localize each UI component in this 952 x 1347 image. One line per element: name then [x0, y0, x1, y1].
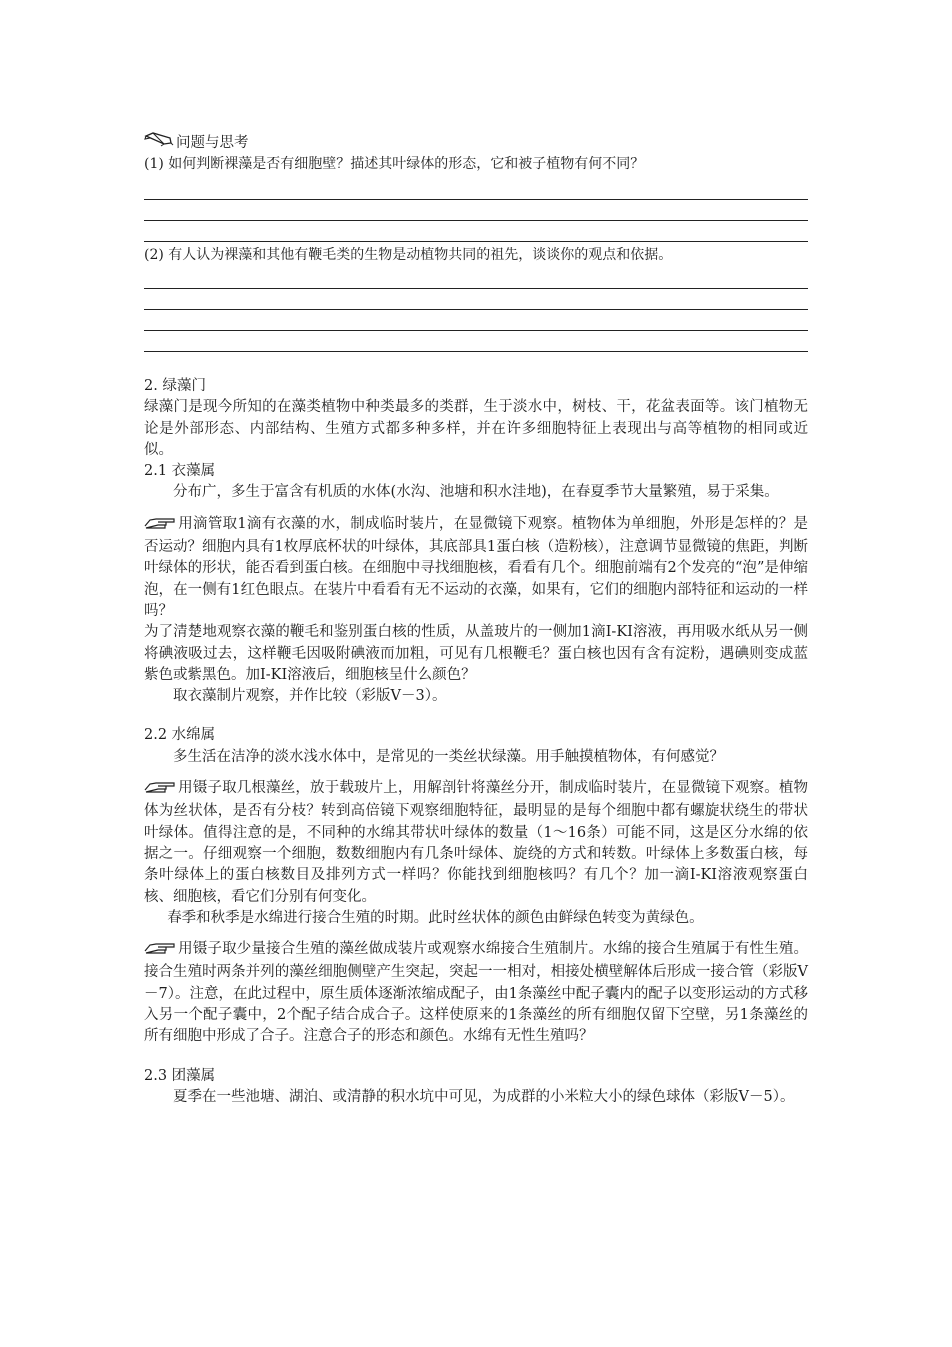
- section-2-2-procedure: [144, 778, 808, 908]
- section-2-1-iki: 为了清楚地观察衣藻的鞭毛和鉴别蛋白核的性质，从盖玻片的一侧加1滴I-KI溶液，再用吸水纸从另一侧将碘液吸过去，这样鞭毛因吸附碘液而加粗，可见有几根鞭毛？蛋白核也因有含有淀粉，遇碘则变成蓝紫色或紫黑色。加I-KI溶液后，细胞核呈什么颜色？: [144, 624, 808, 683]
- questions-heading: [144, 128, 808, 154]
- pointing-hand-icon: [144, 780, 176, 801]
- page-content: [144, 128, 808, 1108]
- section-2-2-conjugation-season: 春季和秋季是水绵进行接合生殖的时期。此时丝状体的颜色由鲜绿色转变为黄绿色。: [167, 909, 704, 926]
- section-2-1-title: 2.1 衣藻属: [144, 463, 216, 480]
- section-2-2-procedure-text: 用镊子取几根藻丝，放于载玻片上，用解剖针将藻丝分开，制成临时装片，在显微镜下观察。植物体为丝状体，是否有分枝？转到高倍镜下观察细胞特征，最明显的是每个细胞中都有螺旋状绕生的带状叶绿体。值得注意的是，不同种的水绵其带状叶绿体的数量（1～16条）可能不同，这是区分水绵的依据之一。仔细观察一个细胞，数数细胞内有几条叶绿体、旋绕的方式和转数。叶绿体上多数蛋白核，每条叶绿体上的蛋白核数目及排列方式一样吗？你能找到细胞核吗？有几个？加一滴I-KI溶液观察蛋白核、细胞核，看它们分别有何变化。: [144, 780, 808, 905]
- section-2-1-procedure: [144, 514, 808, 622]
- section-2-1-procedure-text: 用滴管取1滴有衣藻的水，制成临时装片，在显微镜下观察。植物体为单细胞，外形是怎样的？是否运动？细胞内具有1枚厚底杯状的叶绿体，其底部具1蛋白核（造粉核），注意调节显微镜的焦距，判断叶绿体的形状，能否看到蛋白核。在细胞中寻找细胞核，看看有几个。细胞前端有2个发亮的“泡”是伸缩泡，在一侧有1红色眼点。在装片中看看有无不运动的衣藻，如果有，它们的细胞内部特征和运动的一样吗？: [144, 515, 808, 619]
- pointing-hand-icon: [144, 516, 176, 537]
- question-2: (2) 有人认为裸藻和其他有鞭毛类的生物是动植物共同的祖先，谈谈你的观点和依据。: [144, 247, 673, 263]
- questions-heading-label: 问题与思考: [176, 134, 249, 151]
- section-2-2-conjugation: [144, 939, 808, 1047]
- pointing-hand-icon: [144, 941, 176, 962]
- section-2-title: 2. 绿藻门: [144, 378, 206, 394]
- section-2-1-paragraph: 分布广，多生于富含有机质的水体(水沟、池塘和积水洼地)，在春夏季节大量繁殖，易于采集。: [173, 484, 779, 501]
- question-1: (1) 如何判断裸藻是否有细胞壁？描述其叶绿体的形态，它和被子植物有何不同？: [144, 156, 645, 172]
- section-2-3-title: 2.3 团藻属: [144, 1067, 216, 1084]
- pencil-icon: [144, 131, 174, 151]
- section-2-2-title: 2.2 水绵属: [144, 727, 216, 744]
- section-2-2-paragraph: 多生活在洁净的淡水浅水体中，是常见的一类丝状绿藻。用手触摸植物体，有何感觉？: [173, 748, 724, 765]
- section-2-intro: 绿藻门是现今所知的在藻类植物中种类最多的类群，生于淡水中，树枝、干，花盆表面等。该门植物无论是外部形态、内部结构、生殖方式都多种多样，并在许多细胞特征上表现出与高等植物的相同或近似。: [144, 399, 808, 458]
- section-2-2-conjugation-text: 用镊子取少量接合生殖的藻丝做成装片或观察水绵接合生殖制片。水绵的接合生殖属于有性生殖。接合生殖时两条并列的藻丝细胞侧壁产生突起，突起一一相对，相接处横壁解体后形成一接合管（彩版V－7）。注意，在此过程中，原生质体逐渐浓缩成配子，由1条藻丝中配子囊内的配子以变形运动的方式移入另一个配子囊中，2个配子结合成合子。这样使原来的1条藻丝的所有细胞仅留下空壁，另1条藻丝的所有细胞中形成了合子。注意合子的形态和颜色。水绵有无性生殖吗？: [144, 941, 808, 1045]
- section-2-3-paragraph: 夏季在一些池塘、湖泊、或清静的积水坑中可见，为成群的小米粒大小的绿色球体（彩版V－5）。: [173, 1088, 795, 1105]
- section-2-1-slide: 取衣藻制片观察，并作比较（彩版V－3）。: [173, 688, 447, 705]
